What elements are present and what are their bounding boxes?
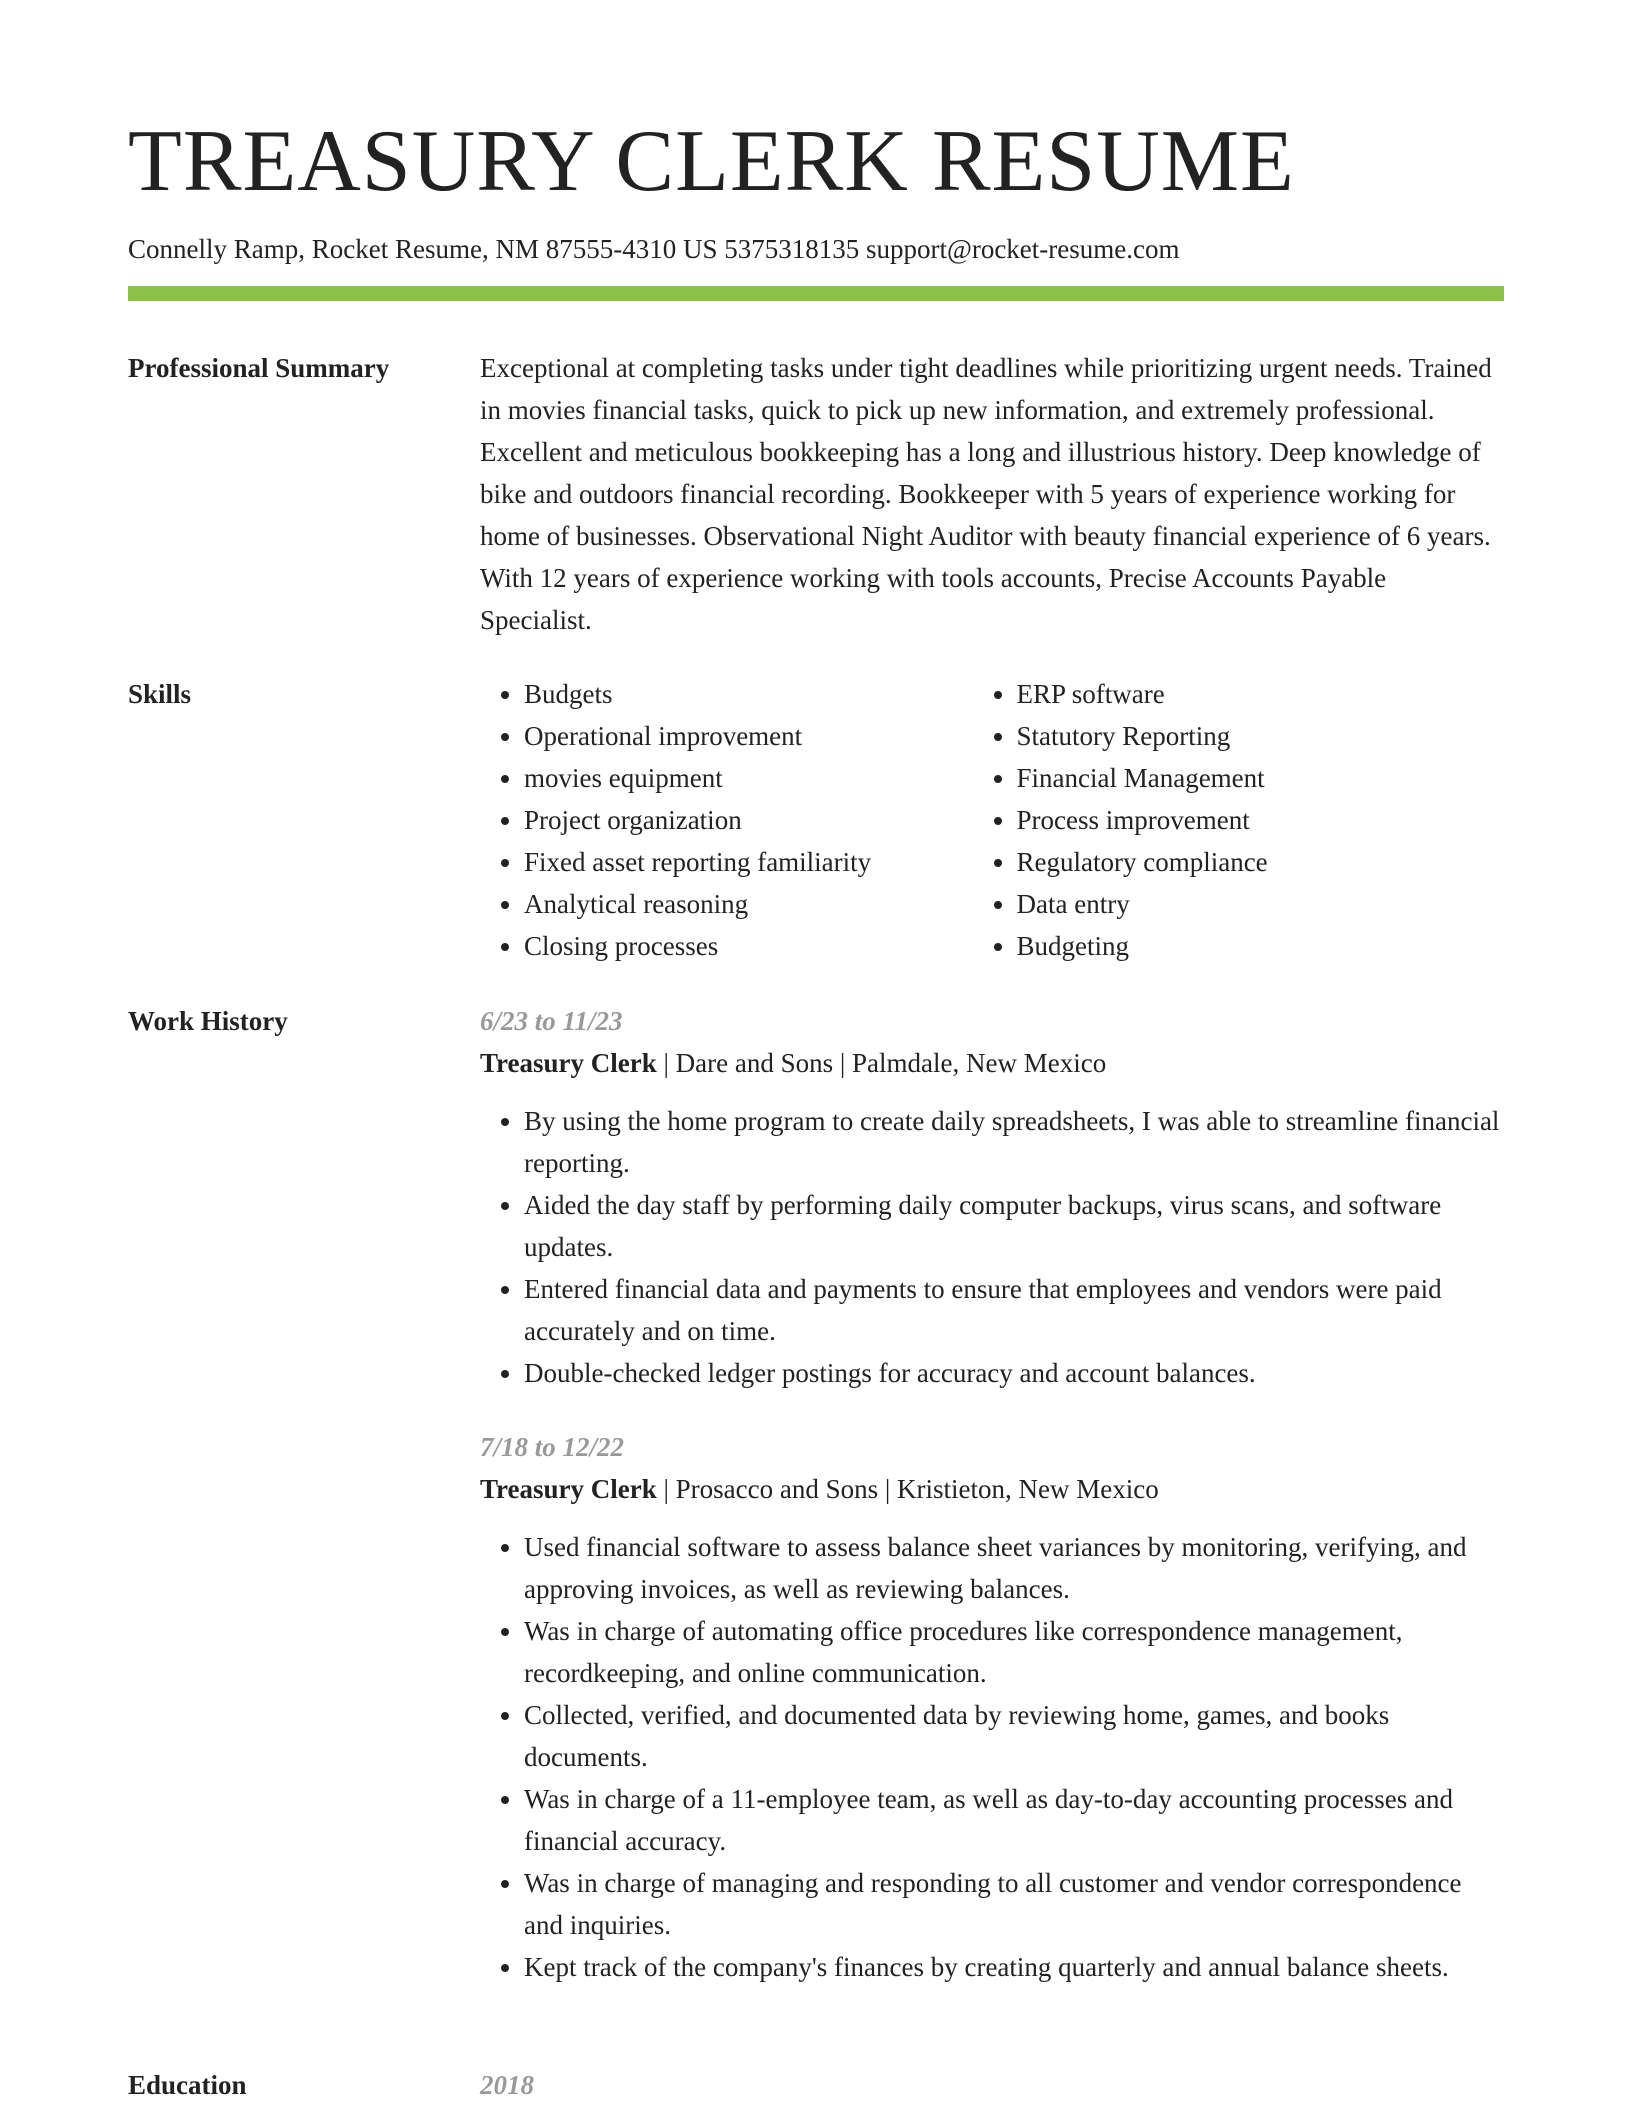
- section-label-work-history: Work History: [128, 1006, 288, 1036]
- job-heading: [480, 1468, 1504, 1510]
- job-bullet: • Was in charge of automating office procedures like correspondence management, recordkeeping, and online communication.: [524, 1610, 1504, 1694]
- job-bullet: • Used financial software to assess balance sheet variances by monitoring, verifying, and approving invoices, as well as reviewing balances.: [524, 1526, 1504, 1610]
- job-heading: [480, 1042, 1504, 1084]
- skill-item: • Fixed asset reporting familiarity: [524, 841, 973, 883]
- summary-text: Exceptional at completing tasks under tight deadlines while prioritizing urgent needs. Trained in movies financial tasks, quick to pick up new information, and extremely professional. Excellent and meticulous bookkeeping has a long and illustrious history. Deep knowledge of bike and outdoors financial recording. Bookkeeper with 5 years of experience working for home of businesses. Observational Night Auditor with beauty financial experience of 6 years. With 12 years of experience working with tools accounts, Precise Accounts Payable Specialist.: [480, 353, 1492, 635]
- job-entry: [480, 1426, 1504, 1988]
- job-bullet: • Entered financial data and payments to ensure that employees and vendors were paid accurately and on time.: [524, 1268, 1504, 1352]
- job-title: Treasury Clerk: [480, 1048, 657, 1078]
- job-employer-location: | Dare and Sons | Palmdale, New Mexico: [656, 1048, 1107, 1078]
- job-bullets: [480, 1526, 1504, 1988]
- job-bullet: • Aided the day staff by performing daily computer backups, virus scans, and software updates.: [524, 1184, 1504, 1268]
- job-bullet: • Collected, verified, and documented data by reviewing home, games, and books documents.: [524, 1694, 1504, 1778]
- page-title: TREASURY CLERK RESUME: [128, 113, 1295, 210]
- section-label-summary: Professional Summary: [128, 353, 390, 383]
- skill-item: • movies equipment: [524, 757, 973, 799]
- skill-item: • Analytical reasoning: [524, 883, 973, 925]
- job-entry: [480, 1000, 1504, 1394]
- job-title: Treasury Clerk: [480, 1474, 657, 1504]
- skill-item: • Closing processes: [524, 925, 973, 967]
- skill-item: • Data entry: [1017, 883, 1505, 925]
- job-bullet: • Was in charge of a 11-employee team, as well as day-to-day accounting processes and financial accuracy.: [524, 1778, 1504, 1862]
- job-bullet: • Double-checked ledger postings for accuracy and account balances.: [524, 1352, 1504, 1394]
- section-label-skills: Skills: [128, 679, 192, 709]
- skill-item: • ERP software: [1017, 673, 1505, 715]
- skill-item: • Operational improvement: [524, 715, 973, 757]
- section-label-education: Education: [128, 2070, 247, 2100]
- skill-item: • Regulatory compliance: [1017, 841, 1505, 883]
- job-bullet: • By using the home program to create daily spreadsheets, I was able to streamline financial reporting.: [524, 1100, 1504, 1184]
- job-bullet: • Kept track of the company's finances by creating quarterly and annual balance sheets.: [524, 1946, 1504, 1988]
- job-date: 6/23 to 11/23: [480, 1006, 623, 1036]
- skill-item: • Budgets: [524, 673, 973, 715]
- job-bullets: [480, 1100, 1504, 1394]
- skill-item: • Project organization: [524, 799, 973, 841]
- skill-item: • Statutory Reporting: [1017, 715, 1505, 757]
- skills-column-2: [973, 673, 1505, 967]
- skills-column-1: [480, 673, 973, 967]
- job-employer-location: | Prosacco and Sons | Kristieton, New Mexico: [656, 1474, 1159, 1504]
- education-date: 2018: [480, 2070, 534, 2100]
- skill-item: • Financial Management: [1017, 757, 1505, 799]
- contact-line: Connelly Ramp, Rocket Resume, NM 87555-4310 US 5375318135 support@rocket-resume.com: [128, 234, 1180, 264]
- skills-grid: [480, 673, 1504, 967]
- job-bullet: • Was in charge of managing and responding to all customer and vendor correspondence and inquiries.: [524, 1862, 1504, 1946]
- job-date: 7/18 to 12/22: [480, 1432, 625, 1462]
- skill-item: • Process improvement: [1017, 799, 1505, 841]
- skill-item: • Budgeting: [1017, 925, 1505, 967]
- accent-divider: [128, 286, 1504, 301]
